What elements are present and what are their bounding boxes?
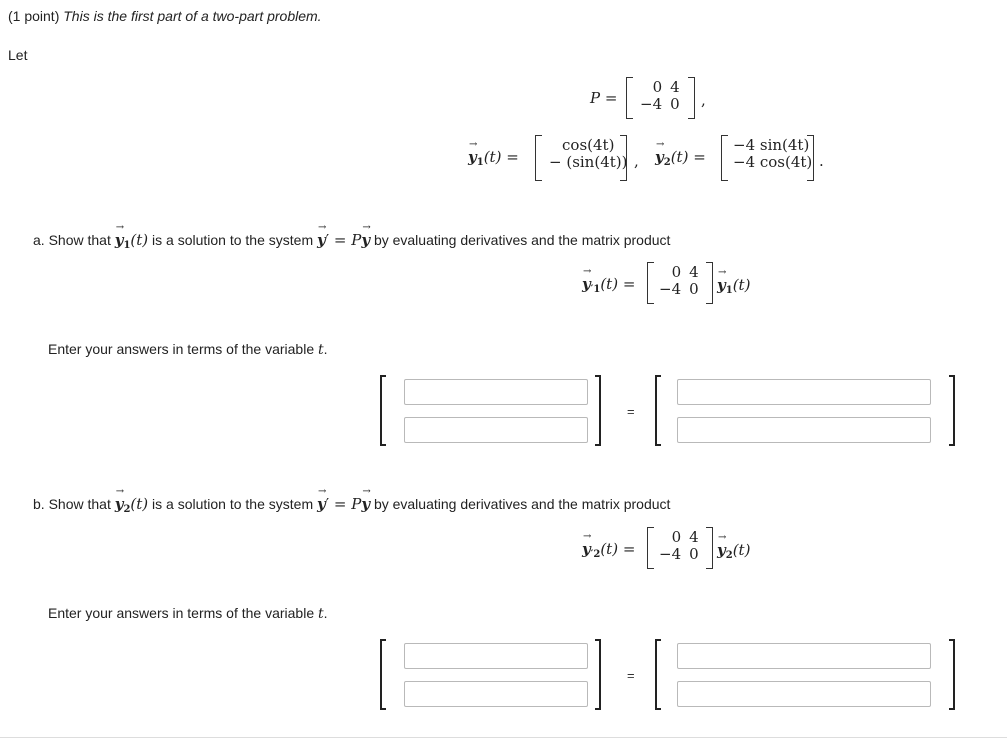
- part-a-left-bracket-close: [595, 375, 601, 446]
- comma: ,: [634, 152, 639, 170]
- part-b-left-top-input[interactable]: [404, 643, 588, 669]
- part-b-right-bracket-close: [949, 639, 955, 710]
- y2-vector: −4 sin(4t) −4 cos(4t): [733, 136, 813, 171]
- bottom-divider: [0, 737, 1007, 738]
- part-a-right-top-input[interactable]: [677, 379, 931, 405]
- part-a-left-bracket-open: [380, 375, 386, 446]
- part-a-equation-lhs: → $y_{'1}(t)$ =: [582, 275, 635, 295]
- period: .: [819, 152, 824, 170]
- part-a-right-bracket-open: [655, 375, 661, 446]
- part-b-left-bracket-open: [380, 639, 386, 710]
- part-a-left-top-input[interactable]: [404, 379, 588, 405]
- part-a-instructions: Enter your answers in terms of the variable t.: [48, 341, 328, 358]
- part-a-right-bottom-input[interactable]: [677, 417, 931, 443]
- part-b-p-right-bracket: [706, 527, 713, 569]
- part-a-equals: =: [627, 404, 635, 419]
- part-a-left-bottom-input[interactable]: [404, 417, 588, 443]
- part-a-right-bracket-close: [949, 375, 955, 446]
- part-b-equals: =: [627, 668, 635, 683]
- problem-header: [8, 8, 322, 24]
- y1-vector: cos(4t) − (sin(4t)): [549, 136, 628, 171]
- part-a-statement: a. Show that → $y_1(t)$ is a solution to the system → y′ = P→ y by evaluating derivatives and the matrix product: [33, 231, 670, 251]
- points-label: (1 point): [8, 8, 60, 24]
- part-b-left-bracket-close: [595, 639, 601, 710]
- y2-left-bracket: [721, 135, 728, 181]
- part-b-statement: b. Show that → $y_2(t)$ is a solution to the system → y′ = P→ y by evaluating derivatives and the matrix product: [33, 495, 670, 515]
- y1-def-label: → $y_1(t)$ =: [468, 148, 519, 168]
- part-a-p-left-bracket: [647, 262, 654, 304]
- part-b-right-bottom-input[interactable]: [677, 681, 931, 707]
- part-b-right-top-input[interactable]: [677, 643, 931, 669]
- part-b-matrix-p: 0 4 −4 0: [659, 528, 699, 563]
- y2-def-label: → $y_2(t)$ =: [655, 148, 706, 168]
- let-label: Let: [8, 47, 28, 63]
- matrix-p-right-bracket: [688, 77, 695, 119]
- matrix-p-name: P =: [590, 89, 618, 107]
- part-b-right-bracket-open: [655, 639, 661, 710]
- part-b-instructions: Enter your answers in terms of the variable t.: [48, 605, 328, 622]
- part-a-matrix-p: 0 4 −4 0: [659, 263, 699, 298]
- part-a-equation-rhs: → $y_1(t)$: [717, 276, 750, 296]
- part-b-p-left-bracket: [647, 527, 654, 569]
- part-a-p-right-bracket: [706, 262, 713, 304]
- part-b-equation-rhs: → $y_2(t)$: [717, 541, 750, 561]
- y2-right-bracket: [807, 135, 814, 181]
- intro-text: This is the first part of a two-part problem.: [63, 8, 322, 24]
- y1-left-bracket: [535, 135, 542, 181]
- part-b-left-bottom-input[interactable]: [404, 681, 588, 707]
- part-b-equation-lhs: → $y_{'2}(t)$ =: [582, 540, 635, 560]
- matrix-p-left-bracket: [626, 77, 633, 119]
- matrix-p: 0 4 −4 0: [640, 78, 680, 113]
- y1-right-bracket: [620, 135, 627, 181]
- comma: ,: [701, 91, 706, 109]
